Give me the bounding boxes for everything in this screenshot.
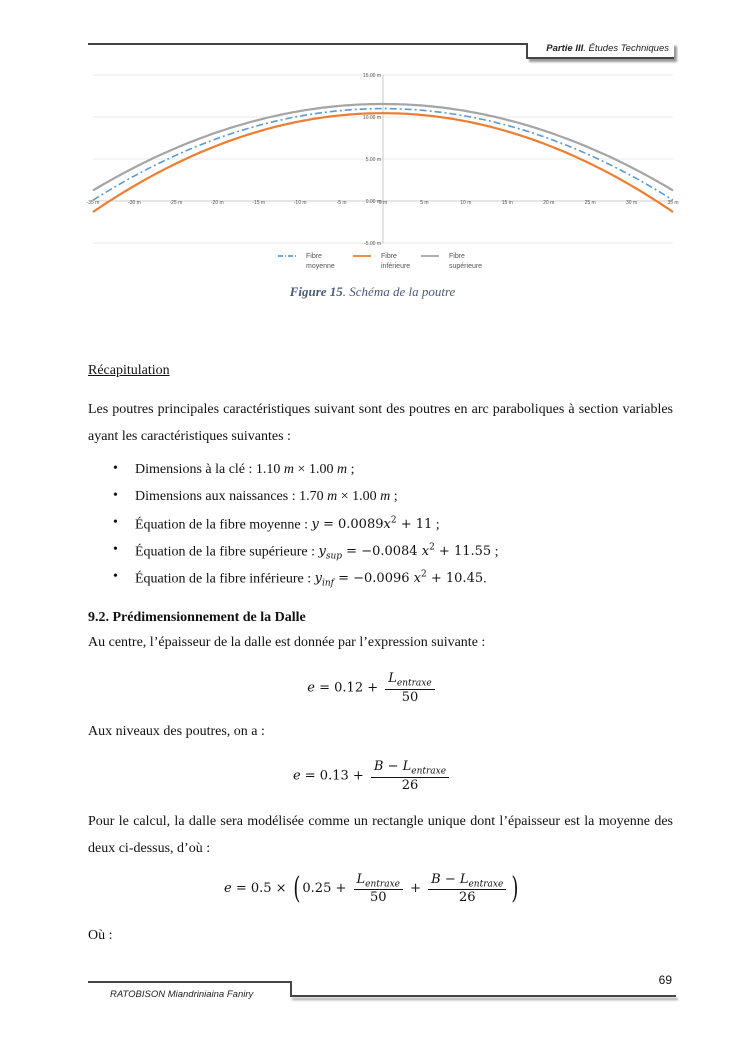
section-title: 9.2. Prédimensionnement de la Dalle — [88, 610, 306, 625]
x-tick-label: 25 m — [584, 200, 596, 206]
y-tick-label: 15.00 m — [362, 73, 381, 79]
footer-author: RATOBISON Miandriniaina Faniry — [110, 989, 254, 1000]
list-item: • Équation de la fibre inférieure : $y_{inf} = -0.0096$ $x^2 + 10.45$. — [113, 570, 499, 597]
paragraph-beams: Aux niveaux des poutres, on a : — [88, 724, 265, 739]
caption-text: . Schéma de la poutre — [342, 284, 456, 299]
legend-label: moyenne — [306, 263, 335, 270]
x-tick-label: 30 m — [626, 200, 638, 206]
list-item: • Équation de la fibre supérieure : $y_{sup} = -0.0084$ $x^2 + 11.55$ ; — [113, 543, 499, 570]
paragraph-where: Où : — [88, 928, 113, 943]
x-tick-label: -35 m — [86, 200, 100, 206]
x-tick-label: -25 m — [169, 200, 183, 206]
y-tick-label: 5.00 m — [365, 157, 381, 163]
figure-caption — [0, 284, 745, 300]
list-item: • Dimensions aux naissances : 1.70 m × 1.00 m ; — [113, 489, 499, 516]
x-tick-label: -15 m — [252, 200, 266, 206]
footer-rule — [290, 995, 676, 997]
x-tick-label: 20 m — [543, 200, 555, 206]
characteristics-list — [113, 462, 499, 597]
x-tick-label: 35 m — [667, 200, 679, 206]
x-tick-label: -20 m — [210, 200, 224, 206]
paragraph-center: Au centre, l’épaisseur de la dalle est donnée par l’expression suivante : — [88, 635, 486, 650]
beam-chart — [88, 70, 678, 275]
legend-label: inférieure — [381, 263, 411, 270]
formula-average: e = 0.5 × ( 0.25 + $\frac{L_{entraxe}}{50}$ + $\frac{B - L_{entraxe}}{26}$ ) — [223, 871, 519, 906]
formula-beams: e = 0.13 + $\frac{B - L_{entraxe}}{26}$ — [0, 759, 745, 793]
y-tick-label: -5.00 m — [364, 241, 381, 247]
caption-label: Figure 15 — [289, 284, 343, 299]
x-tick-label: -10 m — [293, 200, 307, 206]
x-tick-label: -30 m — [128, 200, 141, 206]
formula-center: e = 0.12 + $\frac{L_{entraxe}}{50}$ — [0, 671, 745, 705]
y-tick-label: 10.00 m — [362, 115, 381, 121]
paragraph-model: Pour le calcul, la dalle sera modélisée comme un rectangle unique dont l’épaisseur est la moyenne des deux ci-dessus, d’où : — [88, 814, 673, 856]
x-tick-label: 5 m — [420, 200, 429, 206]
list-item: • Équation de la fibre moyenne : $y = 0.0089x^2 + 11$ ; — [113, 516, 499, 543]
x-tick-label: 0 m — [378, 200, 388, 206]
legend-label: Fibre — [381, 253, 397, 260]
legend-label: supérieure — [449, 263, 483, 270]
legend-label: Fibre — [306, 253, 322, 260]
list-item: • Dimensions à la clé : 1.10 m × 1.00 m ; — [113, 462, 499, 489]
y-tick-label: 0.00 m — [365, 199, 381, 205]
page-number: 69 — [658, 973, 672, 987]
running-header — [546, 43, 669, 54]
x-tick-label: 15 m — [501, 200, 513, 206]
x-tick-label: -5 m — [336, 200, 347, 206]
header-rule — [88, 43, 528, 45]
recap-title: Récapitulation — [88, 363, 170, 378]
header-title: . Études Techniques — [583, 43, 669, 54]
x-tick-label: 10 m — [460, 200, 472, 206]
legend-label: Fibre — [449, 253, 465, 260]
recap-paragraph: Les poutres principales caractéristiques suivant sont des poutres en arc paraboliques à section variables ayant les caractéristiques suivantes : — [88, 402, 673, 444]
header-part: Partie III — [546, 43, 584, 54]
